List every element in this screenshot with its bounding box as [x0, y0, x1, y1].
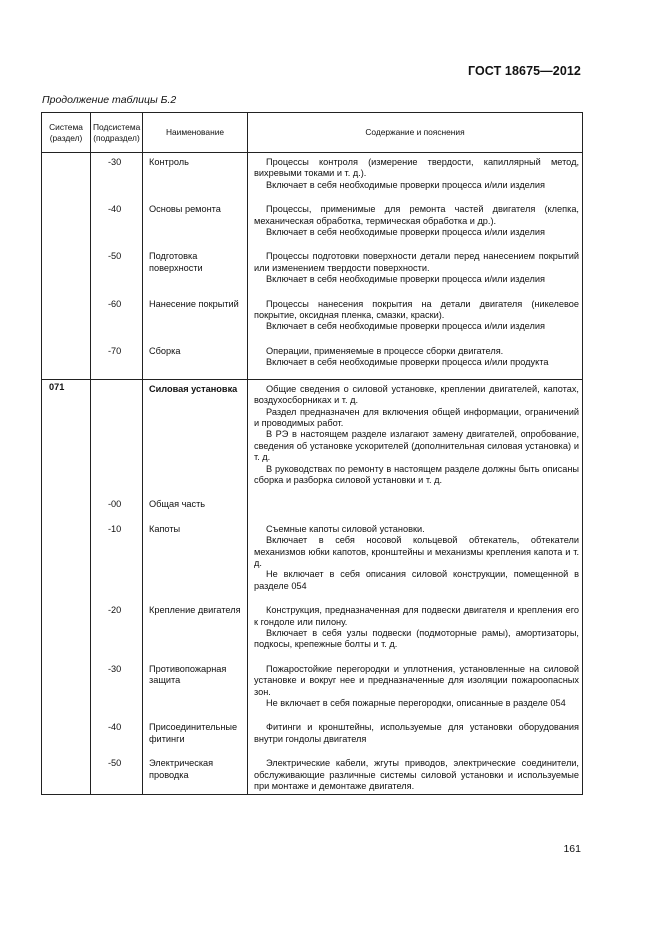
name-cell: [143, 296, 248, 343]
table-row: [42, 755, 583, 795]
subsystem-code-cell: -60: [91, 296, 143, 343]
table-row: [42, 248, 583, 295]
item-name: Контроль: [149, 157, 189, 167]
name-cell: [143, 661, 248, 720]
document-standard-number: ГОСТ 18675—2012: [467, 64, 581, 78]
column-header-name: Наименование: [143, 113, 248, 153]
item-name: Электрическая проводка: [149, 758, 214, 780]
description-paragraph: Включает в себя необходимые проверки процесса и/или продукта: [266, 357, 549, 368]
description-paragraph: Электрические кабели, жгуты приводов, электрические соединители, обслуживающие различные системы силовой установки и используемые при монтаже и демонтаже двигателя.: [254, 758, 579, 792]
description-paragraph: Не включает в себя описания силовой конструкции, помещенной в разделе 054: [254, 569, 579, 591]
subsystem-code-cell: -30: [91, 661, 143, 720]
system-code-cell: [42, 296, 91, 343]
subsystem-code-cell: -40: [91, 719, 143, 755]
subsystem-code-cell: -40: [91, 201, 143, 248]
description-paragraph: Включает в себя носовой кольцевой обтекатель, обтекатели механизмов юбки капотов, кронштейны и механизмы крепления капота и т. д.: [254, 535, 579, 568]
subsystem-code-cell: -10: [91, 521, 143, 602]
table-group-071: [42, 379, 583, 795]
description-paragraph: Фитинги и кронштейны, используемые для установки оборудования внутри гондолы двигателя: [254, 722, 579, 744]
table-row: [42, 201, 583, 248]
system-code-cell: [42, 521, 91, 602]
description-cell: [248, 248, 583, 295]
description-paragraph: В РЭ в настоящем разделе излагают замену двигателей, опробование, сведения об установке ускорителей (дополнительная силовая установка) и т. д.: [254, 429, 579, 463]
description-cell: [248, 296, 583, 343]
page-number: 161: [563, 843, 581, 855]
description-cell: [248, 661, 583, 720]
item-name: Крепление двигателя: [149, 605, 241, 616]
description-paragraph: Общие сведения о силовой установке, креплении двигателей, капотах, воздухосборниках и т. д.: [254, 383, 579, 406]
name-cell: [143, 755, 248, 795]
item-name: Общая часть: [149, 499, 206, 510]
name-cell: [143, 201, 248, 248]
system-code-cell: [42, 248, 91, 295]
description-paragraph: Процессы подготовки поверхности детали перед нанесением покрытий или изменением твердости поверхности.: [254, 251, 579, 273]
table-row: [42, 602, 583, 661]
item-name: Капоты: [149, 523, 181, 534]
description-paragraph: Включает в себя необходимые проверки процесса и/или изделия: [266, 227, 545, 238]
item-name: Сборка: [149, 345, 181, 356]
system-code-cell: [42, 496, 91, 520]
item-name: Основы ремонта: [149, 204, 221, 215]
item-name: Присоединительные фитинги: [149, 722, 238, 744]
table-container: [41, 112, 582, 795]
table-row: [42, 343, 583, 379]
subsystem-code-cell: -50: [91, 248, 143, 295]
name-cell: [143, 379, 248, 496]
table-row: [42, 153, 583, 202]
subsystem-code-cell: -70: [91, 343, 143, 379]
system-code-cell: 071: [42, 379, 91, 496]
description-paragraph: Включает в себя узлы подвески (подмоторные рамы), амортизаторы, подкосы, крепежные болты и т. д.: [254, 628, 579, 650]
description-cell: [248, 719, 583, 755]
description-paragraph: Пожаростойкие перегородки и уплотнения, установленные на силовой установке и вокруг нее и предназначенные для изоляции пожароопасных зон.: [254, 663, 579, 697]
item-name: Противопожарная защита: [149, 663, 227, 686]
description-paragraph: В руководствах по ремонту в настоящем разделе должны быть описаны сборка и разборка силовой установки и т. д.: [254, 463, 579, 485]
description-cell: [248, 521, 583, 602]
item-name: Силовая установка: [149, 383, 238, 394]
system-code-cell: [42, 602, 91, 661]
description-paragraph: Операции, применяемые в процессе сборки двигателя.: [266, 345, 504, 356]
system-code-cell: [42, 719, 91, 755]
description-cell: [248, 201, 583, 248]
item-name: Нанесение покрытий: [149, 298, 239, 309]
system-code-cell: [42, 343, 91, 379]
table-row: [42, 661, 583, 720]
column-header-subsystem: Подсистема (подраздел): [91, 113, 143, 153]
description-paragraph: Процессы нанесения покрытия на детали двигателя (никелевое покрытие, оксидная пленка, смазки, краски).: [254, 298, 579, 321]
table-row: [42, 379, 583, 496]
table-group-continued: [42, 153, 583, 380]
description-paragraph: Процессы контроля (измерение твердости, капиллярный метод, вихревыми токами и т. д.).: [254, 157, 579, 179]
name-cell: [143, 343, 248, 379]
name-cell: [143, 719, 248, 755]
system-code-cell: [42, 153, 91, 202]
classification-table: [41, 112, 583, 795]
system-code-cell: [42, 201, 91, 248]
subsystem-code-cell: -20: [91, 602, 143, 661]
column-header-content: Содержание и пояснения: [248, 113, 583, 153]
description-cell: [248, 496, 583, 520]
name-cell: [143, 602, 248, 661]
description-paragraph: Съемные капоты силовой установки.: [266, 523, 425, 534]
name-cell: [143, 248, 248, 295]
table-row: [42, 521, 583, 602]
description-paragraph: Процессы, применимые для ремонта частей двигателя (клепка, механическая обработка, термическая обработка и др.).: [254, 204, 579, 226]
system-code-cell: [42, 755, 91, 795]
table-caption: Продолжение таблицы Б.2: [42, 94, 177, 106]
subsystem-code-cell: [91, 379, 143, 496]
description-paragraph: Раздел предназначен для включения общей информации, ограничений и проводимых работ.: [254, 406, 579, 428]
table-row: [42, 296, 583, 343]
name-cell: [143, 153, 248, 202]
description-paragraph: Конструкция, предназначенная для подвески двигателя и крепления его к гондоле или пилону.: [254, 605, 579, 627]
column-header-system: Система (раздел): [42, 113, 91, 153]
description-paragraph: Включает в себя необходимые проверки процесса и/или изделия: [266, 274, 545, 285]
description-paragraph: Включает в себя необходимые проверки процесса и/или изделия: [266, 321, 545, 332]
description-cell: [248, 343, 583, 379]
name-cell: [143, 521, 248, 602]
name-cell: [143, 496, 248, 520]
subsystem-code-cell: -00: [91, 496, 143, 520]
subsystem-code-cell: -50: [91, 755, 143, 795]
subsystem-code-cell: -30: [91, 153, 143, 202]
description-paragraph: Включает в себя необходимые проверки процесса и/или изделия: [266, 179, 545, 190]
description-cell: [248, 379, 583, 496]
description-paragraph: Не включает в себя пожарные перегородки, описанные в разделе 054: [266, 698, 566, 709]
description-cell: [248, 755, 583, 795]
table-row: [42, 496, 583, 520]
description-cell: [248, 602, 583, 661]
table-row: [42, 719, 583, 755]
description-cell: [248, 153, 583, 202]
system-code-cell: [42, 661, 91, 720]
item-name: Подготовка поверхности: [149, 251, 203, 273]
